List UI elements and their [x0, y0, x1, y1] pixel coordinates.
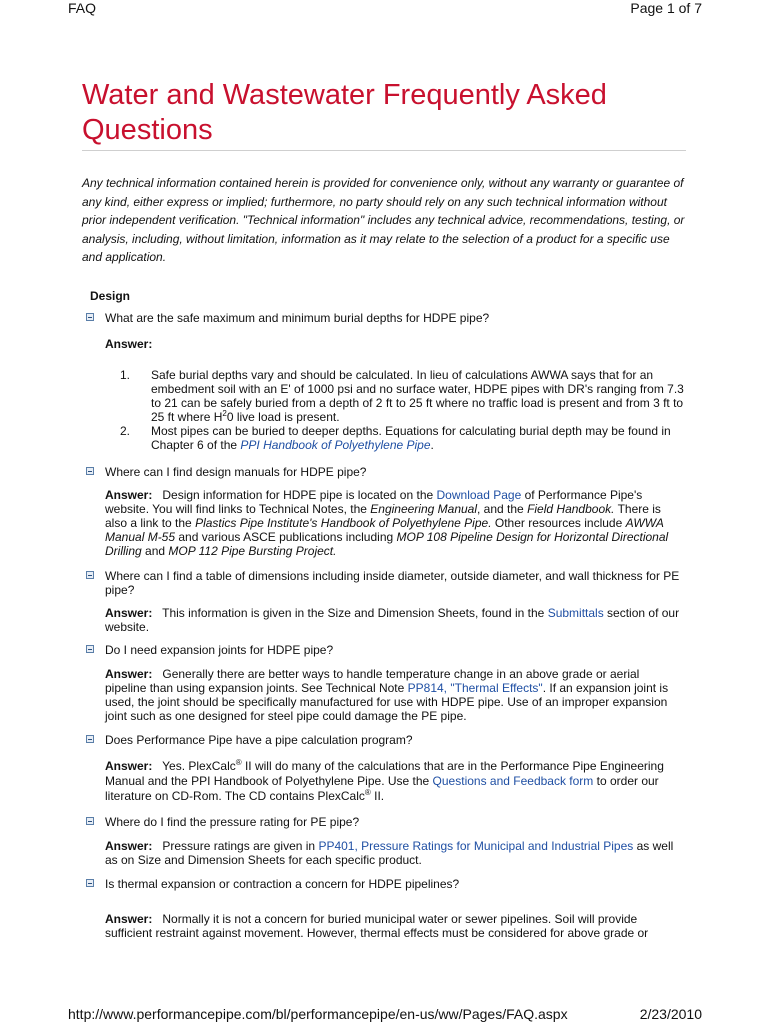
link-download-page[interactable]: Download Page	[436, 488, 522, 502]
link-questions-feedback[interactable]: Questions and Feedback form	[432, 774, 594, 788]
list-item: 1. Safe burial depths vary and should be calculated. In lieu of calculations AWWA says that for an embedment soil with an E' of 1000 psi and no surface water, HDPE pipes with DR's ranging from 7.3 to 21 can be safely buried from a depth of 2 ft to 25 ft where no traffic load is present and from 3 ft to 25 ft where $H^20$ live load is present.	[120, 368, 684, 424]
list-item: 2. Most pipes can be buried to deeper depths. Equations for calculating burial depth may be found in Chapter 6 of the PPI Handbook of Polyethylene Pipe.	[120, 424, 671, 452]
collapse-icon[interactable]	[86, 735, 94, 743]
faq-question[interactable]: Where can I find design manuals for HDPE pipe?	[105, 465, 367, 479]
answer-list	[105, 368, 685, 452]
link-submittals[interactable]: Submittals	[547, 606, 604, 620]
header-label: FAQ	[68, 0, 97, 16]
faq-question[interactable]: Do I need expansion joints for HDPE pipe?	[105, 643, 334, 657]
footer-url: http://www.performancepipe.com/bl/performancepipe/en-us/ww/Pages/FAQ.aspx	[68, 1006, 568, 1022]
footer-date: 2/23/2010	[639, 1006, 702, 1022]
collapse-icon[interactable]	[86, 467, 94, 475]
link-ppi-handbook[interactable]: PPI Handbook of Polyethylene Pipe	[240, 438, 431, 452]
collapse-icon[interactable]	[86, 879, 94, 887]
faq-answer: Answer: Design information for HDPE pipe is located on the Download Page of Performance Pipe's website. You will find links to Technical Notes, the Engineering Manual, and the Field Handbook. There is also a link to the Plastics Pipe Institute's Handbook of Polyethylene Pipe. Other resources include AWWA Manual M-55 and various ASCE publications including MOP 108 Pipeline Design for Horizontal Directional Drilling and MOP 112 Pipe Bursting Project.	[105, 488, 669, 558]
disclaimer-text: Any technical information contained herein is provided for convenience only, without any warranty or guarantee of any kind, either express or implied; furthermore, no party should rely on any such technical information without prior independent verification. "Technical information" includes any technical advice, recommendations, testing, or analysis, including, without limitation, information as it may relate to the selection of a product for a specific use and application.	[82, 176, 685, 264]
faq-answer: Answer: Normally it is not a concern for buried municipal water or sewer pipelines. Soil will provide sufficient restraint against movement. However, thermal effects must be considered for above grade or	[105, 912, 649, 940]
faq-question[interactable]: Where do I find the pressure rating for PE pipe?	[105, 815, 360, 829]
collapse-icon[interactable]	[86, 817, 94, 825]
link-pp814[interactable]: PP814, "Thermal Effects"	[407, 681, 543, 695]
collapse-icon[interactable]	[86, 313, 94, 321]
title-divider	[82, 150, 686, 151]
collapse-icon[interactable]	[86, 645, 94, 653]
faq-question[interactable]: Is thermal expansion or contraction a concern for HDPE pipelines?	[105, 877, 460, 891]
page-number: Page 1 of 7	[630, 0, 702, 16]
section-heading-design: Design	[90, 289, 131, 303]
faq-answer: Answer: Yes. PlexCalc® II will do many of the calculations that are in the Performance Pipe Engineering Manual and the PPI Handbook of Polyethylene Pipe. Use the Questions and Feedback form to order our literature on CD-Rom. The CD contains PlexCalc® II.	[105, 758, 664, 803]
faq-answer: Answer: This information is given in the Size and Dimension Sheets, found in the Submittals section of our website.	[105, 606, 680, 634]
answer-label: Answer:	[105, 337, 153, 351]
faq-answer: Answer: Pressure ratings are given in PP401, Pressure Ratings for Municipal and Industrial Pipes as well as on Size and Dimension Sheets for each specific product.	[105, 839, 674, 867]
faq-question[interactable]: Where can I find a table of dimensions including inside diameter, outside diameter, and wall thickness for PE pipe?	[105, 569, 680, 597]
faq-question[interactable]: Does Performance Pipe have a pipe calculation program?	[105, 733, 413, 747]
collapse-icon[interactable]	[86, 571, 94, 579]
faq-answer: Answer: Generally there are better ways to handle temperature change in an above grade or aerial pipeline than using expansion joints. See Technical Note PP814, "Thermal Effects". If an expansion joint is used, the joint should be specifically manufactured for use with HDPE pipe. Use of an improper expansion joint such as one designed for steel pipe could damage the PE pipe.	[105, 667, 669, 723]
link-pp401[interactable]: PP401, Pressure Ratings for Municipal and Industrial Pipes	[318, 839, 634, 853]
faq-question[interactable]: What are the safe maximum and minimum burial depths for HDPE pipe?	[105, 311, 490, 325]
page-title: Water and Wastewater Frequently Asked Questions	[82, 79, 607, 146]
